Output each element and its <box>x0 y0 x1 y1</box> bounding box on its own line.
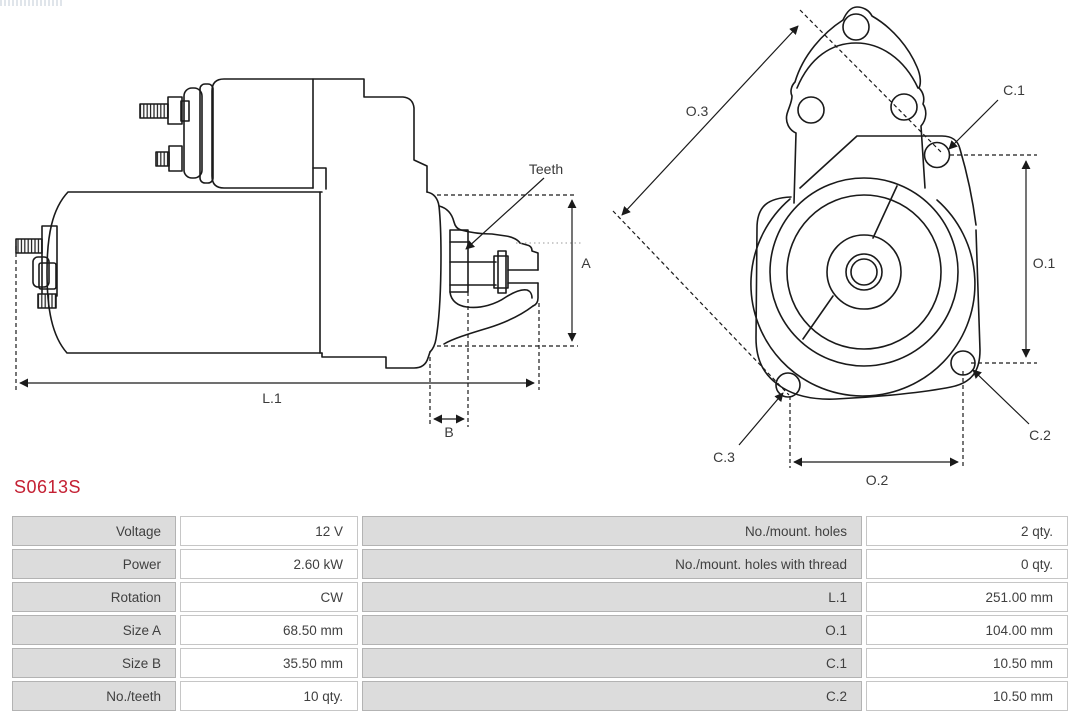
c3-label: C.3 <box>713 449 735 465</box>
spec-label-cell: No./mount. holes <box>362 516 862 546</box>
spec-value-cell: 10.50 mm <box>866 681 1068 711</box>
terminal-stud-lower <box>156 152 169 166</box>
terminal-stud-upper <box>140 104 168 118</box>
spec-value-cell: CW <box>180 582 358 612</box>
dim-a-label: A <box>581 255 591 271</box>
shaft-collar-inner <box>498 251 506 293</box>
spec-value-cell: 251.00 mm <box>866 582 1068 612</box>
dim-o3-label: O.3 <box>685 103 709 119</box>
spec-value-cell: 68.50 mm <box>180 615 358 645</box>
dim-l1-extension-lines <box>16 246 539 390</box>
terminal-nut-lower <box>169 146 182 171</box>
terminal-nut-upper <box>168 97 182 124</box>
c3-leader-line <box>739 393 783 445</box>
rear-stud-upper <box>16 239 42 253</box>
spec-label-cell: L.1 <box>362 582 862 612</box>
spec-label-cell: Size B <box>12 648 176 678</box>
spec-value-cell: 104.00 mm <box>866 615 1068 645</box>
spec-label-cell: C.2 <box>362 681 862 711</box>
spec-label-cell: O.1 <box>362 615 862 645</box>
shaft-tip <box>508 270 538 283</box>
c2-leader-line <box>973 370 1029 424</box>
nose-upper-contour <box>439 206 538 270</box>
nose-outer-curve <box>444 306 533 344</box>
motor-body <box>47 192 322 353</box>
spec-value-cell: 35.50 mm <box>180 648 358 678</box>
dim-o1-label: O.1 <box>1032 255 1056 271</box>
teeth-label: Teeth <box>528 161 564 177</box>
hub-circle <box>827 235 901 309</box>
spec-label-cell: C.1 <box>362 648 862 678</box>
solenoid-step <box>313 168 326 353</box>
shaft <box>468 262 496 285</box>
c2-label: C.2 <box>1029 427 1051 443</box>
shaft-bore-inner <box>851 259 877 285</box>
side-view-drawing <box>16 79 591 440</box>
spec-label-cell: Power <box>12 549 176 579</box>
c1-label: C.1 <box>1003 82 1025 98</box>
spec-label-cell: Voltage <box>12 516 176 546</box>
dim-b-label: B <box>444 424 454 440</box>
pinion-gear <box>450 230 468 292</box>
dim-o2-label: O.2 <box>865 472 889 488</box>
spec-label-cell: Size A <box>12 615 176 645</box>
spec-value-cell: 12 V <box>180 516 358 546</box>
spec-value-cell: 10 qty. <box>180 681 358 711</box>
side-view-dimensions <box>16 161 591 440</box>
teeth-leader-line <box>466 178 544 249</box>
housing-hole-top <box>843 14 869 40</box>
spec-label-cell: No./teeth <box>12 681 176 711</box>
bell-housing-foot <box>322 352 430 368</box>
spec-label-cell: Rotation <box>12 582 176 612</box>
nose-tip-lower <box>533 283 538 306</box>
part-number: S0613S <box>14 477 82 497</box>
spec-value-cell: 10.50 mm <box>866 648 1068 678</box>
inner-ring <box>787 195 941 349</box>
spec-value-cell: 2.60 kW <box>180 549 358 579</box>
dim-b-extension-lines <box>430 292 468 427</box>
spec-table <box>12 516 1068 711</box>
c1-leader-line <box>949 100 998 149</box>
gear-housing-outline <box>786 7 925 203</box>
housing-hole-left <box>798 97 824 123</box>
mounting-hole-c1 <box>925 143 950 168</box>
housing-hole-right <box>891 94 917 120</box>
middle-ring <box>770 178 958 366</box>
dim-l1-label: L.1 <box>262 390 282 406</box>
rear-stud-lower <box>38 294 56 308</box>
pinion-teeth-lines <box>450 242 468 285</box>
front-view-drawing <box>613 7 1055 488</box>
solenoid-body <box>212 79 427 192</box>
spec-value-cell: 0 qty. <box>866 549 1068 579</box>
dim-o3-arrow <box>622 26 798 215</box>
bell-housing-face <box>427 192 441 352</box>
gear-housing-inner-arc <box>797 43 918 88</box>
spec-label-cell: No./mount. holes with thread <box>362 549 862 579</box>
sector-lines <box>803 186 897 339</box>
spec-value-cell: 2 qty. <box>866 516 1068 546</box>
